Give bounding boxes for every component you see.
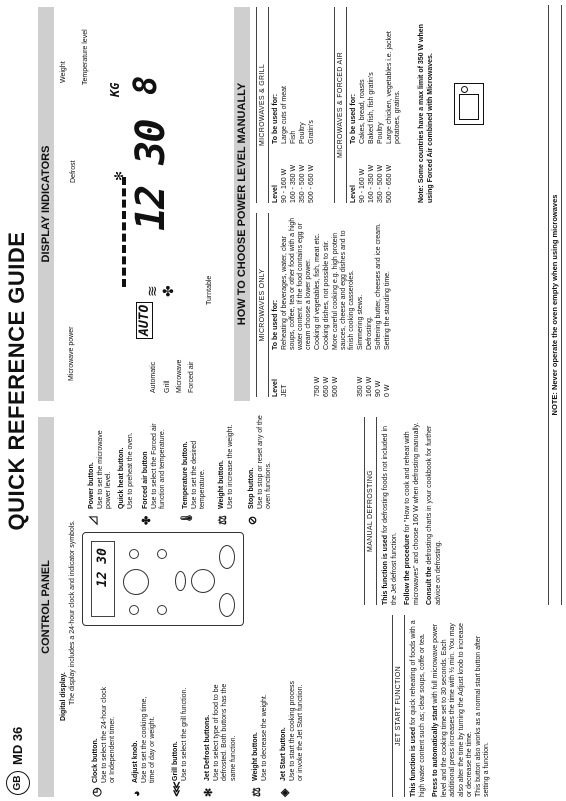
control-desc: Use to select type of food to be defrosted. Both buttons has the same function.	[212, 683, 237, 781]
power-icon: ◿	[87, 516, 99, 525]
control-label: Power button.	[88, 462, 95, 509]
fan-icon: ✤	[141, 515, 153, 525]
microwaves-forced-air-table	[350, 7, 403, 203]
display-defrost-icon: ✻	[112, 170, 126, 181]
control-label: Weight button.	[218, 460, 225, 509]
display-indicators-heading: DISPLAY INDICATORS	[38, 7, 54, 401]
control-desc: Use to set the cooking time, time of day or weight.	[140, 696, 156, 783]
panel-fan-button[interactable]	[191, 569, 215, 593]
table-row: 90 W Softening butter, cheeses and ice cream.	[375, 223, 382, 397]
label-temperature-level: Temperature level	[82, 29, 89, 85]
control-label: Forced air button	[142, 451, 149, 509]
control-label: Quick heat button.	[118, 447, 125, 509]
page-title: QUICK REFERENCE GUIDE	[4, 231, 29, 531]
panel-small-button[interactable]	[157, 549, 167, 559]
panel-small-button[interactable]	[157, 605, 167, 615]
control-label: Grill button.	[172, 741, 179, 781]
model-name: MD 36	[10, 726, 25, 765]
panel-start-button[interactable]	[219, 593, 235, 617]
knob-icon: ◕	[131, 790, 143, 797]
country-badge	[6, 771, 30, 795]
jet-start-text	[410, 615, 492, 797]
footer-note-bar	[548, 5, 562, 605]
label-turntable: Turntable	[206, 275, 213, 305]
control-desc: Use to select the 24-hour clock or Independent timer.	[100, 686, 116, 783]
control-desc: Use to stop or reset any of the oven functions.	[256, 415, 272, 509]
microwaves-grill-table	[272, 7, 317, 203]
col-level: Level	[272, 185, 279, 203]
table-row: JET Reheating of beverages, water, clear soups, coffee, tea or other food with a high water content. If the food contains egg or cream choose a lower power.	[281, 217, 312, 397]
table-row: 500 W More careful cooking e.g. high protein sauces, cheese and egg dishes and to finish cooking casseroles.	[332, 230, 355, 397]
label-weight: Weight	[60, 61, 67, 83]
panel-stop-button[interactable]	[219, 545, 235, 569]
jet-start-p3: This button also works as a normal start button after setting a function.	[474, 635, 490, 797]
col-use: To be used for:	[350, 93, 357, 144]
defrost-p3-bold: Consult the	[426, 566, 433, 605]
control-desc: Use to set the desired temperature.	[190, 440, 206, 509]
col-level: Level	[350, 185, 357, 203]
indicator-display	[96, 49, 186, 339]
table-row: 500 - 650 W Large chicken, vegetables i.e. jacket potatoes, gratins.	[386, 31, 401, 203]
display-microwave-waves: ≋	[144, 285, 160, 297]
thermometer-icon: 🌡	[181, 511, 193, 525]
digital-display-desc: The display includes a 24-hour clock and indicator symbols.	[69, 520, 76, 705]
microwaves-forced-air-heading: MICROWAVES & FORCED AIR	[334, 7, 347, 203]
oven-illustration	[454, 83, 484, 125]
defrost-p1: for defrosting foods not included in the Jet defrost function.	[382, 426, 398, 605]
defrost-p3: defrosting charts in your cookbook for further advice on defrosting.	[426, 425, 442, 605]
control-label: Stop button.	[248, 467, 255, 509]
jet-start-heading: JET START FUNCTION	[392, 615, 405, 797]
jet-start-p2-bold: Press to automatically start	[432, 705, 439, 797]
panel-knob[interactable]	[123, 569, 149, 595]
table-row: 160 - 350 W Baked fish, fish gratin's	[368, 72, 375, 203]
weight-increase-icon: ⚖	[217, 515, 229, 525]
label-microwave-power: Microwave power	[68, 326, 75, 381]
control-panel-heading: CONTROL PANEL	[38, 417, 54, 797]
country-code: GB	[12, 775, 23, 791]
display-time: 12 30	[128, 120, 174, 231]
manual-defrosting-text	[382, 417, 443, 605]
label-defrost: Defrost	[70, 160, 77, 183]
panel-oval-button[interactable]	[175, 571, 186, 591]
control-label: Adjust knob.	[132, 740, 139, 783]
label-automatic: Automatic	[150, 361, 157, 393]
table-row: 500 - 650 W Gratin's	[308, 120, 315, 203]
control-label: Clock button.	[92, 738, 99, 783]
stop-icon: ⊘	[247, 515, 259, 525]
display-fan-icon: ✤	[160, 285, 176, 297]
table-row: 90 - 160 W Large cuts of meat	[281, 86, 288, 203]
table-row: 160 W Defrosting.	[366, 316, 373, 397]
display-auto: AUTO	[136, 302, 153, 339]
control-desc: Use to decrease the weight.	[260, 694, 268, 781]
panel-small-button[interactable]	[129, 605, 139, 615]
forced-air-note: Note: Some countries have a max limit of 350 W when using Forced Air combined with Microwaves.	[418, 24, 434, 203]
label-forced-air: Forced air	[188, 361, 195, 393]
control-desc: Use to set the microwave power level.	[96, 430, 112, 509]
microwaves-only-heading: MICROWAVES ONLY	[256, 213, 269, 397]
control-desc: Use to preheat the oven.	[126, 432, 134, 509]
display-kg: KG	[108, 82, 122, 97]
table-row: 160 - 350 W Fish	[290, 130, 297, 203]
weight-decrease-icon: ⚖	[251, 787, 263, 797]
table-row: 350 - 500 W Poultry	[299, 122, 306, 203]
table-row: 90 - 160 W Cakes, bread, roasts	[359, 79, 366, 203]
panel-display-text: 12 30	[95, 548, 110, 588]
table-row: 0 W Setting the standing time.	[384, 271, 391, 397]
defrost-p2: for "How to cook and reheat with microwaves" and choose 160 W when defrosting manually.	[404, 422, 420, 605]
control-label: Weight button.	[252, 732, 259, 781]
control-desc: Use to start the cooking process or invoke the Jet Start function.	[288, 681, 304, 781]
clock-icon: ◷	[91, 787, 103, 797]
control-panel-drawing	[82, 532, 244, 626]
microwaves-grill-heading: MICROWAVES & GRILL	[256, 7, 269, 203]
col-use: To be used for:	[272, 93, 279, 144]
digital-display-label: Digital display.	[60, 672, 67, 721]
start-icon: ◈	[279, 788, 291, 797]
jet-start-p2: with full microwave power level and the cooking time set to 30 seconds. Each additional press increases the time with ½ min. You may also alter the time by turning the Adjust knob to increase or decrease the time.	[432, 623, 473, 797]
defrost-p2-bold: Follow the procedure	[404, 534, 411, 605]
table-row: 350 - 500 W Poultry	[377, 122, 384, 203]
table-row: 750 W Cooking of vegetables, fish, meat etc.	[314, 233, 321, 397]
power-level-heading: HOW TO CHOOSE POWER LEVEL MANUALLY	[234, 7, 250, 401]
col-use: To be used for:	[272, 299, 279, 350]
defrost-p1-bold: This function is used	[382, 534, 389, 605]
control-label: Temperature button.	[182, 441, 189, 509]
control-desc: Use to increase the weight.	[226, 424, 234, 509]
control-label: Jet Start button.	[280, 727, 287, 781]
microwaves-only-table	[272, 213, 393, 397]
col-level: Level	[272, 379, 279, 397]
panel-small-button[interactable]	[129, 549, 139, 559]
control-desc: Use to select the grill function.	[180, 687, 188, 781]
label-microwave: Microwave	[176, 359, 183, 393]
grill-icon: ⋘	[171, 781, 183, 797]
jet-start-p1: for quick reheating of foods with a high water content such as; clear soups, coffe or tea.	[410, 620, 426, 797]
jet-defrost-icon: ✻	[203, 787, 215, 797]
manual-defrosting-heading: MANUAL DEFROSTING	[364, 417, 377, 605]
control-desc: Use to select the Forced air function and temperature.	[150, 423, 166, 509]
jet-start-p1-bold: This function is used	[410, 726, 417, 797]
control-label: Jet Defrost buttons.	[204, 714, 211, 781]
label-grill: Grill	[164, 380, 171, 393]
table-row: 650 W Cooking dishes, not possible to stir.	[323, 240, 330, 397]
panel-display	[91, 541, 115, 617]
footer-note: NOTE: Never operate the oven empty when using microwaves	[550, 194, 559, 416]
display-temp: 8	[126, 75, 164, 95]
table-row: 350 W Simmering stews.	[357, 294, 364, 397]
